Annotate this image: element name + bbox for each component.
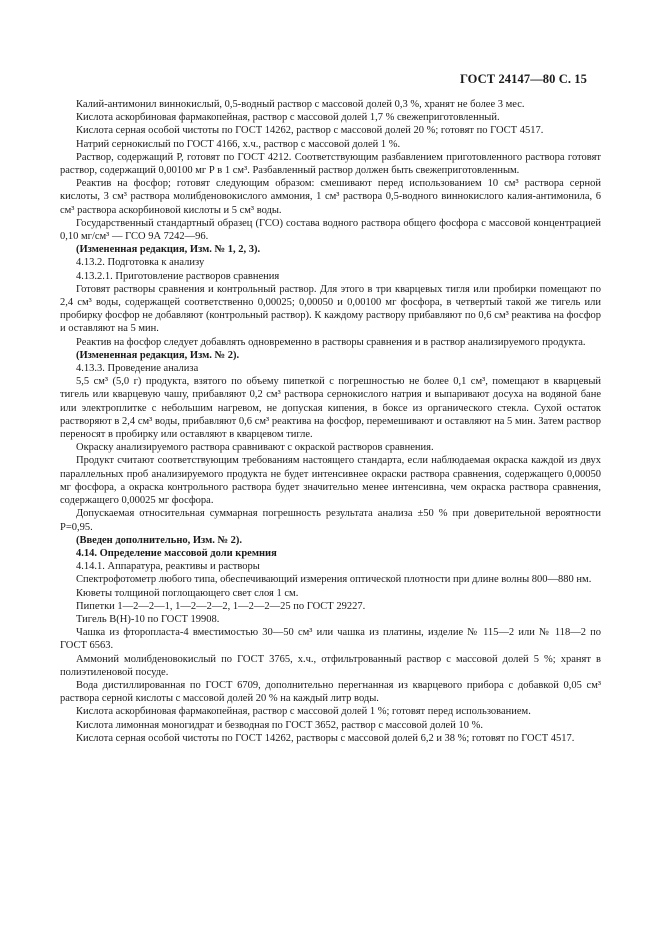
paragraph: Реактив на фосфор следует добавлять одновременно в растворы сравнения и в раствор анализируемого продукта.: [76, 336, 586, 348]
paragraph: Кислота лимонная моногидрат и безводная по ГОСТ 3652, раствор с массовой долей 10 %.: [76, 719, 483, 731]
paragraph: Калий-антимонил виннокислый, 0,5-водный раствор с массовой долей 0,3 %, хранят не более 3 мес.: [76, 99, 525, 110]
paragraph: Спектрофотометр любого типа, обеспечивающий измерения оптической плотности при длине волны 800—880 нм.: [76, 574, 592, 586]
paragraph: 4.13.2. Подготовка к анализу: [76, 257, 205, 269]
paragraph: Кислота аскорбиновая фармакопейная, раствор с массовой долей 1,7 % свежеприготовленный.: [76, 112, 500, 124]
paragraph: Кюветы толщиной поглощающего свет слоя 1 см.: [76, 587, 299, 599]
paragraph: Реактив на фосфор; готовят следующим образом: смешивают перед использованием 10 см³ раствора серной кислоты, 3 см³ раствора молибденовокислого аммония, 1 см³ раствора 0,5-водного виннокислого калия-антимонила, 6 см³ раствора аскорбиновой кислоты и 5 см³ воды.: [60, 178, 601, 216]
paragraph: Допускаемая относительная суммарная погрешность результата анализа ±50 % при доверительной вероятности P=0,95.: [60, 508, 601, 533]
paragraph: Готовят растворы сравнения и контрольный раствор. Для этого в три кварцевых тигля или пробирки помещают по 2,4 см³ воды, содержащей соответственно 0,00025; 0,00050 и 0,00100 мг фосфора, в четвертый такой же тигель или пробирку фосфор не добавляют (контрольный раствор). К каждому раствору прибавляют по 0,6 см³ реактива на фосфор и оставляют на 5 мин.: [60, 283, 601, 335]
paragraph: 4.14.1. Аппаратура, реактивы и растворы: [76, 561, 260, 573]
paragraph: Тигель В(Н)-10 по ГОСТ 19908.: [76, 613, 220, 625]
bold-paragraph: (Введен дополнительно, Изм. № 2).: [76, 534, 243, 546]
document-body: [60, 98, 601, 745]
paragraph: Кислота серная особой чистоты по ГОСТ 14262, раствор с массовой долей 20 %; готовят по ГОСТ 4517.: [76, 125, 544, 137]
bold-paragraph: (Измененная редакция, Изм. № 1, 2, 3).: [76, 244, 261, 256]
page-header: ГОСТ 24147—80 С. 15: [459, 72, 587, 86]
paragraph: 4.13.3. Проведение анализа: [76, 363, 199, 375]
paragraph: Чашка из фторопласта-4 вместимостью 30—50 см³ или чашка из платины, изделие № 115—2 или № 118—2 по ГОСТ 6563.: [60, 627, 601, 652]
paragraph: Раствор, содержащий Р, готовят по ГОСТ 4212. Соответствующим разбавлением приготовленного раствора готовят раствор, содержащий 0,00100 мг Р в 1 см³. Разбавленный раствор должен быть свежеприготовленным.: [60, 151, 601, 177]
paragraph: Окраску анализируемого раствора сравнивают с окраской растворов сравнения.: [76, 442, 434, 454]
paragraph: Пипетки 1—2—2—1, 1—2—2—2, 1—2—2—25 по ГОСТ 29227.: [76, 600, 366, 612]
paragraph: 4.13.2.1. Приготовление растворов сравнения: [76, 270, 280, 282]
paragraph: 5,5 см³ (5,0 г) продукта, взятого по объему пипеткой с погрешностью не более 0,1 см³, помещают в кварцевый тигель или кварцевую чашу, прибавляют 0,2 см³ раствора сернокислого натрия и выпаривают досуха на водяной бане или электроплитке с небольшим нагревом, не допуская кипения, в боксе из органического стекла. Сухой остаток растворяют в 2,4 см³ воды, прибавляют 0,6 см³ реактива на фосфор, перемешивают и оставляют на 5 мин. Затем раствор переносят в пробирку или оставляют в кварцевом тигле.: [60, 376, 601, 441]
bold-paragraph: 4.14. Определение массовой доли кремния: [76, 547, 277, 559]
paragraph: Кислота аскорбиновая фармакопейная, раствор с массовой долей 1 %; готовят перед использованием.: [76, 706, 531, 718]
paragraph: Аммоний молибденовокислый по ГОСТ 3765, х.ч., отфильтрованный раствор с массовой долей 5 %; хранят в полиэтиленовой посуде.: [60, 653, 601, 678]
paragraph: Натрий сернокислый по ГОСТ 4166, х.ч., раствор с массовой долей 1 %.: [76, 138, 401, 150]
bold-paragraph: (Измененная редакция, Изм. № 2).: [76, 349, 240, 361]
paragraph: Государственный стандартный образец (ГСО) состава водного раствора общего фосфора с массовой концентрацией 0,10 мг/см³ — ГСО 9А 7242—96.: [60, 217, 601, 243]
paragraph: Продукт считают соответствующим требованиям настоящего стандарта, если наблюдаемая окраска каждой из двух параллельных проб анализируемого продукта не будет интенсивнее окраски раствора сравнения, содержащего 0,00050 мг фосфора, а окраска контрольного раствора будет значительно менее интенсивна, чем окраска раствора сравнения, содержащего 0,00025 мг фосфора.: [60, 455, 601, 507]
paragraph: Вода дистиллированная по ГОСТ 6709, дополнительно перегнанная из кварцевого прибора с добавкой 0,05 см³ раствора серной кислоты с массовой долей 20 % на каждый литр воды.: [60, 679, 601, 705]
paragraph: Кислота серная особой чистоты по ГОСТ 14262, растворы с массовой долей 6,2 и 38 %; готовят по ГОСТ 4517.: [76, 732, 575, 744]
